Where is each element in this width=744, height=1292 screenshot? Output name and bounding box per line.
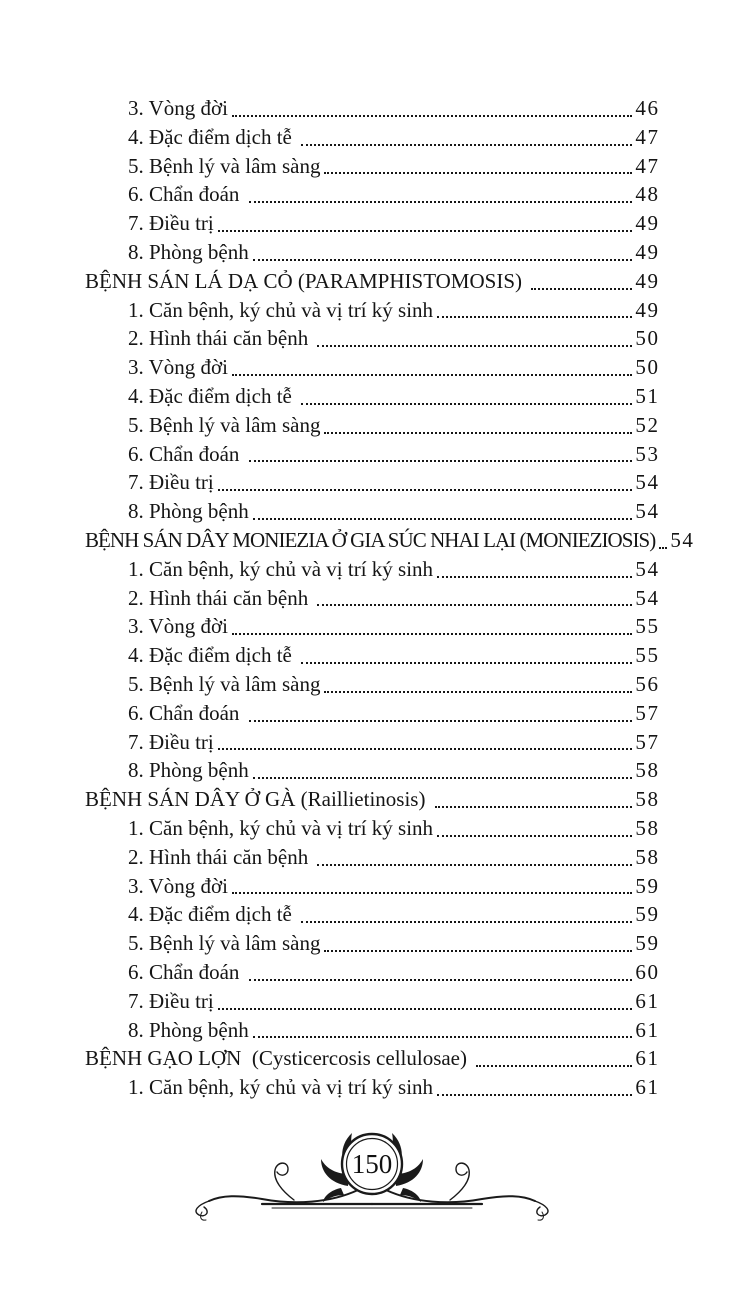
toc-entry-title: 2. Hình thái căn bệnh <box>128 585 314 610</box>
toc-entry-row <box>85 843 658 872</box>
toc-entry-title: 8. Phòng bệnh <box>128 758 249 783</box>
toc-entry-page-number: 57 <box>635 700 660 725</box>
toc-entry-page-number: 54 <box>635 499 660 524</box>
toc-entry-page-number: 49 <box>635 268 660 293</box>
toc-entry-page-number: 47 <box>635 124 660 149</box>
toc-entry-page-number: 49 <box>635 211 660 236</box>
dot-leader <box>476 1065 632 1067</box>
toc-entry-title: 2. Hình thái căn bệnh <box>128 326 314 351</box>
toc-entry-row <box>85 324 658 353</box>
dot-leader <box>218 230 633 232</box>
footer-ornament-graphic <box>142 1116 602 1228</box>
toc-section-row <box>85 267 658 296</box>
toc-section-title: BỆNH SÁN DÂY MONIEZIA Ở GIA SÚC NHAI LẠI (MONIEZIOSIS) <box>85 527 656 552</box>
dot-leader <box>253 518 633 520</box>
toc-entry-page-number: 61 <box>635 1017 660 1042</box>
toc-entry-page-number: 47 <box>635 153 660 178</box>
toc-entry-row <box>85 1016 658 1045</box>
toc-entry-title: 7. Điều trị <box>128 211 214 236</box>
toc-entry-page-number: 50 <box>635 326 660 351</box>
toc-section-row <box>85 785 658 814</box>
toc-entry-title: 3. Vòng đời <box>128 873 228 898</box>
toc-entry-page-number: 55 <box>635 614 660 639</box>
toc-entry-title: 6. Chẩn đoán <box>128 182 245 207</box>
dot-leader <box>531 288 632 290</box>
dot-leader <box>317 604 632 606</box>
toc-entry-row <box>85 612 658 641</box>
toc-entry-title: 2. Hình thái căn bệnh <box>128 844 314 869</box>
toc-entry-row <box>85 958 658 987</box>
toc-entry-title: 6. Chẩn đoán <box>128 959 245 984</box>
toc-entry-page-number: 59 <box>635 873 660 898</box>
dot-leader <box>437 316 632 318</box>
toc-section-title: BỆNH SÁN DÂY Ở GÀ (Raillietinosis) <box>85 787 431 812</box>
dot-leader <box>324 432 632 434</box>
dot-leader <box>435 806 633 808</box>
toc-entry-page-number: 58 <box>635 844 660 869</box>
dot-leader <box>437 835 632 837</box>
dot-leader <box>253 1036 633 1038</box>
toc-entry-title: 8. Phòng bệnh <box>128 499 249 524</box>
toc-entry-row <box>85 468 658 497</box>
dot-leader <box>232 115 632 117</box>
toc-entry-row <box>85 209 658 238</box>
toc-entry-page-number: 54 <box>635 556 660 581</box>
table-of-contents <box>85 94 695 1102</box>
toc-entry-row <box>85 382 658 411</box>
toc-entry-row <box>85 584 658 613</box>
toc-entry-title: 1. Căn bệnh, ký chủ và vị trí ký sinh <box>128 815 434 840</box>
dot-leader <box>301 921 632 923</box>
toc-entry-page-number: 60 <box>635 959 660 984</box>
dot-leader <box>301 662 632 664</box>
page-footer-ornament <box>142 1116 602 1228</box>
toc-entry-row <box>85 728 658 757</box>
toc-entry-row <box>85 353 658 382</box>
toc-entry-page-number: 59 <box>635 902 660 927</box>
toc-entry-title: 6. Chẩn đoán <box>128 700 245 725</box>
toc-entry-page-number: 58 <box>635 787 660 812</box>
toc-entry-page-number: 46 <box>635 96 660 120</box>
toc-entry-row <box>85 900 658 929</box>
toc-entry-title: 6. Chẩn đoán <box>128 441 245 466</box>
dot-leader <box>218 748 633 750</box>
toc-entry-title: 1. Căn bệnh, ký chủ và vị trí ký sinh <box>128 297 434 322</box>
dot-leader <box>659 547 667 549</box>
dot-leader <box>324 691 632 693</box>
toc-entry-title: 4. Đặc điểm dịch tễ <box>128 902 298 927</box>
toc-entry-row <box>85 555 658 584</box>
dot-leader <box>301 144 632 146</box>
toc-entry-title: 8. Phòng bệnh <box>128 1017 249 1042</box>
toc-entry-row <box>85 929 658 958</box>
toc-entry-title: 4. Đặc điểm dịch tễ <box>128 643 298 668</box>
toc-entry-page-number: 50 <box>635 355 660 380</box>
dot-leader <box>218 489 633 491</box>
toc-entry-row <box>85 1073 658 1102</box>
toc-entry-title: 7. Điều trị <box>128 988 214 1013</box>
dot-leader <box>249 979 633 981</box>
toc-entry-title: 7. Điều trị <box>128 470 214 495</box>
toc-entry-page-number: 48 <box>635 182 660 207</box>
dot-leader <box>249 460 633 462</box>
toc-entry-page-number: 59 <box>635 931 660 956</box>
toc-entry-row <box>85 440 658 469</box>
dot-leader <box>324 950 632 952</box>
dot-leader <box>324 172 632 174</box>
dot-leader <box>317 345 632 347</box>
toc-entry-row <box>85 411 658 440</box>
toc-entry-page-number: 61 <box>635 988 660 1013</box>
toc-entry-page-number: 58 <box>635 815 660 840</box>
toc-entry-title: 5. Bệnh lý và lâm sàng <box>128 671 321 696</box>
dot-leader <box>232 374 632 376</box>
dot-leader <box>218 1008 633 1010</box>
toc-entry-page-number: 54 <box>635 470 660 495</box>
dot-leader <box>301 403 632 405</box>
toc-entry-page-number: 57 <box>635 729 660 754</box>
toc-entry-page-number: 58 <box>635 758 660 783</box>
toc-entry-page-number: 56 <box>635 671 660 696</box>
dot-leader <box>437 1094 632 1096</box>
toc-entry-page-number: 55 <box>635 643 660 668</box>
toc-section-row <box>85 526 695 555</box>
dot-leader <box>232 633 632 635</box>
toc-entry-page-number: 54 <box>670 527 695 552</box>
toc-entry-row <box>85 756 658 785</box>
dot-leader <box>249 720 633 722</box>
toc-entry-page-number: 49 <box>635 297 660 322</box>
toc-entry-title: 3. Vòng đời <box>128 614 228 639</box>
toc-section-title: BỆNH GẠO LỢN (Cysticercosis cellulosae) <box>85 1046 473 1071</box>
page-number: 150 <box>351 1149 393 1179</box>
toc-entry-row <box>85 699 658 728</box>
toc-entry-row <box>85 152 658 181</box>
toc-entry-title: 7. Điều trị <box>128 729 214 754</box>
toc-entry-row <box>85 497 658 526</box>
toc-entry-row <box>85 180 658 209</box>
toc-entry-title: 4. Đặc điểm dịch tễ <box>128 124 298 149</box>
toc-entry-title: 3. Vòng đời <box>128 96 228 120</box>
toc-entry-page-number: 61 <box>635 1046 660 1071</box>
toc-entry-page-number: 52 <box>635 412 660 437</box>
toc-entry-title: 3. Vòng đời <box>128 355 228 380</box>
toc-entry-row <box>85 123 658 152</box>
toc-entry-page-number: 51 <box>635 383 660 408</box>
toc-entry-row <box>85 641 658 670</box>
dot-leader <box>253 777 633 779</box>
toc-entry-title: 1. Căn bệnh, ký chủ và vị trí ký sinh <box>128 1075 434 1100</box>
toc-entry-row <box>85 670 658 699</box>
dot-leader <box>317 864 632 866</box>
toc-entry-title: 5. Bệnh lý và lâm sàng <box>128 153 321 178</box>
dot-leader <box>232 892 632 894</box>
toc-entry-row <box>85 987 658 1016</box>
toc-entry-page-number: 61 <box>635 1075 660 1100</box>
toc-entry-row <box>85 814 658 843</box>
toc-entry-title: 5. Bệnh lý và lâm sàng <box>128 931 321 956</box>
toc-section-title: BỆNH SÁN LÁ DẠ CỎ (PARAMPHISTOMOSIS) <box>85 268 528 293</box>
toc-section-row <box>85 1044 658 1073</box>
toc-entry-page-number: 53 <box>635 441 660 466</box>
toc-entry-row <box>85 872 658 901</box>
dot-leader <box>253 259 633 261</box>
toc-entry-page-number: 49 <box>635 239 660 264</box>
dot-leader <box>437 576 632 578</box>
toc-entry-title: 8. Phòng bệnh <box>128 239 249 264</box>
toc-entry-title: 4. Đặc điểm dịch tễ <box>128 383 298 408</box>
toc-entry-title: 1. Căn bệnh, ký chủ và vị trí ký sinh <box>128 556 434 581</box>
toc-entry-row <box>85 238 658 267</box>
toc-entry-title: 5. Bệnh lý và lâm sàng <box>128 412 321 437</box>
toc-entry-row <box>85 296 658 325</box>
toc-entry-row <box>85 94 658 123</box>
toc-entry-page-number: 54 <box>635 585 660 610</box>
dot-leader <box>249 201 633 203</box>
